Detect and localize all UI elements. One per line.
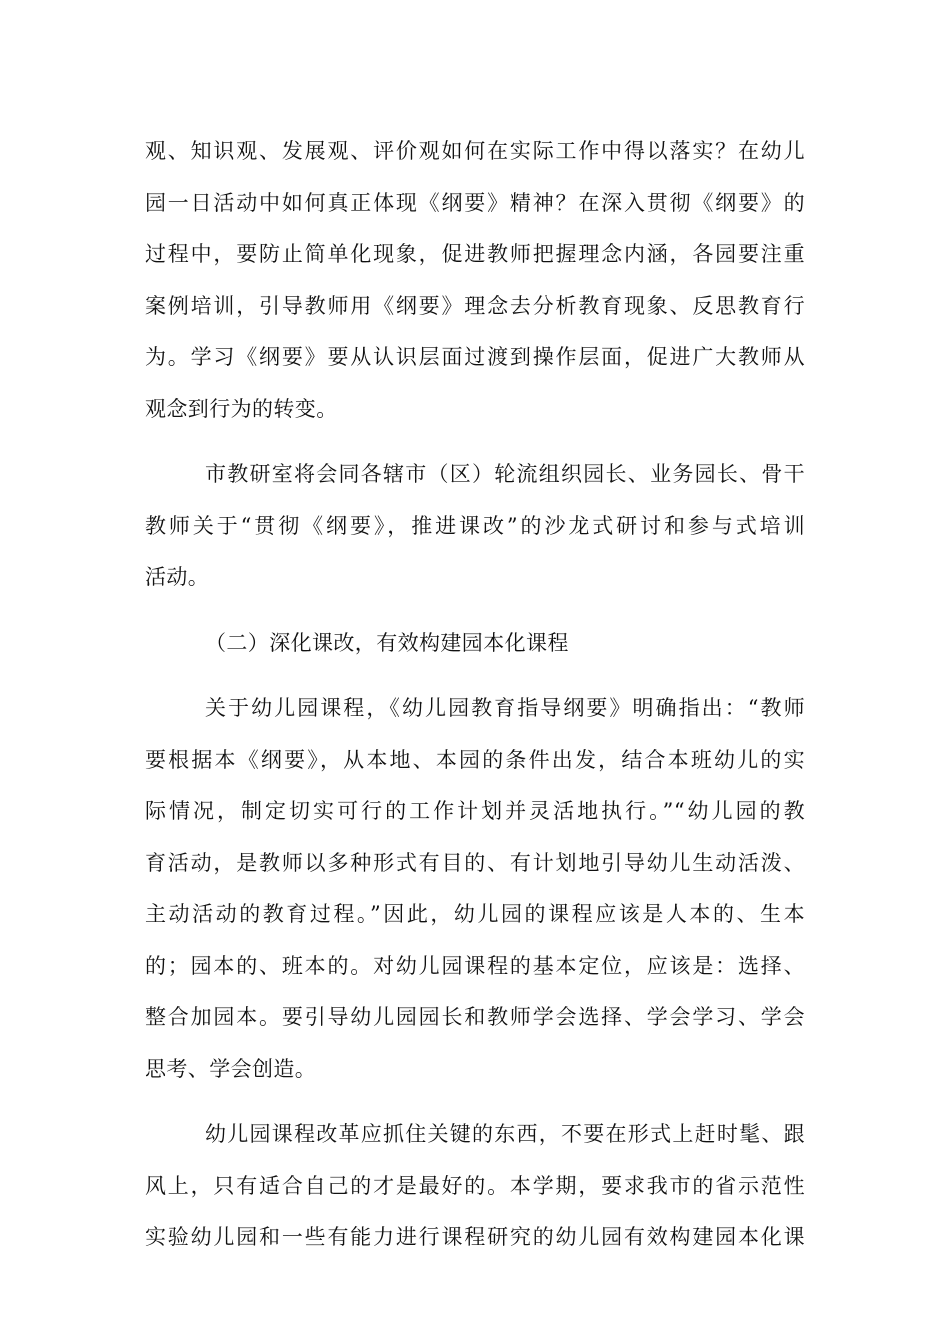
text-line: 主动活动的教育过程。”因此，幼儿园的课程应该是人本的、生本	[145, 902, 805, 926]
text-line: 风上，只有适合自己的才是最好的。本学期，要求我市的省示范性	[145, 1173, 805, 1198]
text-line: 思考、学会创造。	[145, 1056, 317, 1081]
paragraph-2	[145, 449, 805, 604]
paragraph-gap	[145, 669, 805, 683]
text-line: 案例培训，引导教师用《纲要》理念去分析教育现象、反思教育行	[145, 293, 805, 318]
paragraph-gap	[145, 1095, 805, 1109]
text-line: 园一日活动中如何真正体现《纲要》精神？在深入贯彻《纲要》的	[145, 190, 805, 215]
text-line: 活动。	[145, 565, 210, 589]
text-line: 过程中，要防止简单化现象，促进教师把握理念内涵，各园要注重	[145, 242, 805, 266]
text-line: 实验幼儿园和一些有能力进行课程研究的幼儿园有效构建园本化课	[145, 1225, 805, 1249]
text-line: 为。学习《纲要》要从认识层面过渡到操作层面，促进广大教师从	[145, 345, 805, 369]
text-line: 观念到行为的转变。	[145, 396, 338, 421]
paragraph-4	[145, 1109, 805, 1264]
text-line: 要根据本《纲要》，从本地、本园的条件出发，结合本班幼儿的实	[145, 747, 805, 772]
text-line: 的；园本的、班本的。对幼儿园课程的基本定位，应该是：选择、	[145, 953, 805, 978]
paragraph-1	[145, 126, 805, 435]
section-heading: （二）深化课改，有效构建园本化课程	[205, 630, 569, 655]
text-line: 育活动，是教师以多种形式有目的、有计划地引导幼儿生动活泼、	[145, 850, 805, 875]
text-line: 观、知识观、发展观、评价观如何在实际工作中得以落实？在幼儿	[145, 139, 805, 163]
text-line: 际情况，制定切实可行的工作计划并灵活地执行。”“幼儿园的教	[145, 799, 805, 823]
document-page	[145, 126, 805, 1264]
paragraph-3	[145, 683, 805, 1095]
paragraph-gap	[145, 604, 805, 618]
paragraph-gap	[145, 435, 805, 449]
text-line: 教师关于“贯彻《纲要》，推进课改”的沙龙式研讨和参与式培训	[145, 513, 805, 538]
text-line: 关于幼儿园课程，《幼儿园教育指导纲要》明确指出：“教师	[205, 696, 805, 720]
text-line: 市教研室将会同各辖市（区）轮流组织园长、业务园长、骨干	[205, 462, 805, 486]
text-line: 整合加园本。要引导幼儿园园长和教师学会选择、学会学习、学会	[145, 1005, 805, 1029]
text-line: 幼儿园课程改革应抓住关键的东西，不要在形式上赶时髦、跟	[205, 1122, 805, 1146]
